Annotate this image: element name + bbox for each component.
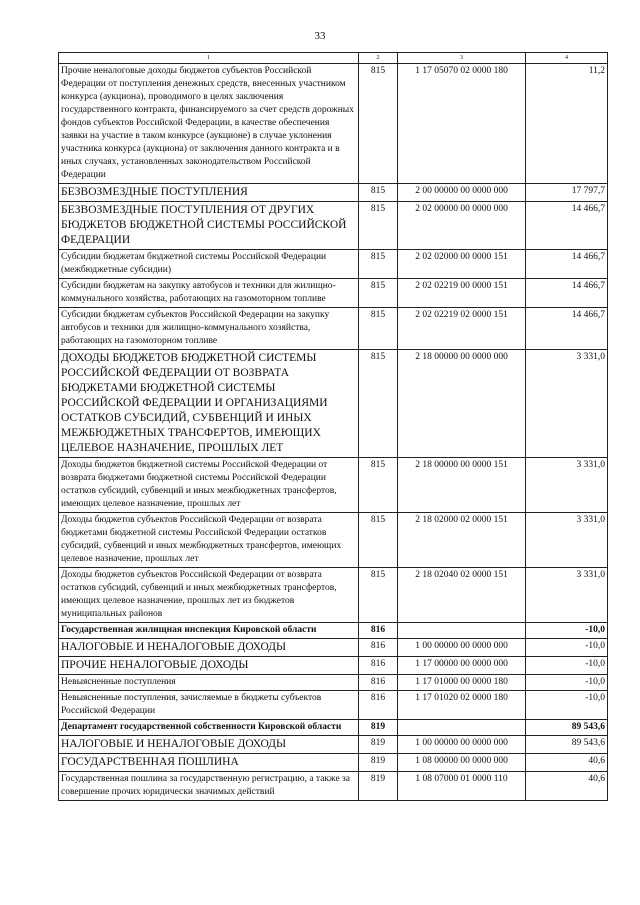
header-col-4: 4	[526, 53, 608, 64]
row-sum-cell: -10,0	[526, 657, 608, 675]
table-row	[59, 184, 608, 202]
header-col-3: 3	[398, 53, 526, 64]
table-row	[59, 657, 608, 675]
row-admin-code-cell: 816	[359, 623, 398, 639]
table-row	[59, 250, 608, 279]
row-sum-cell: 40,6	[526, 754, 608, 772]
header-col-2: 2	[359, 53, 398, 64]
row-budget-code-cell: 1 17 00000 00 0000 000	[398, 657, 526, 675]
row-budget-code-cell	[398, 720, 526, 736]
row-admin-code-cell: 819	[359, 772, 398, 801]
row-sum-cell: 3 331,0	[526, 350, 608, 458]
row-admin-code-cell: 815	[359, 64, 398, 184]
row-name-cell: Департамент государственной собственности Кировской области	[59, 720, 359, 736]
table-row	[59, 308, 608, 350]
table-row	[59, 279, 608, 308]
row-admin-code-cell: 816	[359, 691, 398, 720]
table-row	[59, 623, 608, 639]
row-name-cell: БЕЗВОЗМЕЗДНЫЕ ПОСТУПЛЕНИЯ ОТ ДРУГИХ БЮДЖЕТОВ БЮДЖЕТНОЙ СИСТЕМЫ РОССИЙСКОЙ ФЕДЕРАЦИИ	[59, 202, 359, 250]
row-sum-cell: 14 466,7	[526, 308, 608, 350]
row-budget-code-cell: 2 18 00000 00 0000 000	[398, 350, 526, 458]
row-name-cell: НАЛОГОВЫЕ И НЕНАЛОГОВЫЕ ДОХОДЫ	[59, 736, 359, 754]
row-budget-code-cell: 2 18 00000 00 0000 151	[398, 458, 526, 513]
row-budget-code-cell: 2 02 00000 00 0000 000	[398, 202, 526, 250]
row-name-cell: НАЛОГОВЫЕ И НЕНАЛОГОВЫЕ ДОХОДЫ	[59, 639, 359, 657]
row-admin-code-cell: 816	[359, 675, 398, 691]
row-budget-code-cell: 2 18 02040 02 0000 151	[398, 568, 526, 623]
table-row	[59, 675, 608, 691]
row-admin-code-cell: 815	[359, 250, 398, 279]
row-sum-cell: -10,0	[526, 639, 608, 657]
row-admin-code-cell: 815	[359, 184, 398, 202]
table-row	[59, 202, 608, 250]
table-row	[59, 736, 608, 754]
row-budget-code-cell: 2 02 02000 00 0000 151	[398, 250, 526, 279]
row-name-cell: Невыясненные поступления	[59, 675, 359, 691]
row-budget-code-cell: 1 00 00000 00 0000 000	[398, 736, 526, 754]
table-row	[59, 568, 608, 623]
row-name-cell: БЕЗВОЗМЕЗДНЫЕ ПОСТУПЛЕНИЯ	[59, 184, 359, 202]
row-budget-code-cell: 2 00 00000 00 0000 000	[398, 184, 526, 202]
table-row	[59, 513, 608, 568]
row-admin-code-cell: 815	[359, 568, 398, 623]
table-row	[59, 720, 608, 736]
row-admin-code-cell: 815	[359, 513, 398, 568]
row-sum-cell: 14 466,7	[526, 279, 608, 308]
row-admin-code-cell: 816	[359, 639, 398, 657]
table-row	[59, 350, 608, 458]
table-header-row	[59, 53, 608, 64]
row-budget-code-cell: 2 02 02219 02 0000 151	[398, 308, 526, 350]
row-sum-cell: -10,0	[526, 691, 608, 720]
row-sum-cell: 89 543,6	[526, 736, 608, 754]
row-name-cell: Прочие неналоговые доходы бюджетов субъектов Российской Федерации от поступления денежных средств, внесенных участником конкурса (аукциона), проводимого в целях заключения государственного контракта, финансируемого за счет средств дорожных фондов субъектов Российской Федерации, в качестве обеспечения заявки на участие в таком конкурсе (аукционе) в случае уклонения участника конкурса (аукциона) от заключения данного контракта и в иных случаях, установленных законодательством Российской Федерации	[59, 64, 359, 184]
table-row	[59, 639, 608, 657]
row-admin-code-cell: 816	[359, 657, 398, 675]
row-sum-cell: 17 797,7	[526, 184, 608, 202]
row-sum-cell: 11,2	[526, 64, 608, 184]
revenue-table	[58, 52, 608, 801]
row-budget-code-cell: 1 17 01000 00 0000 180	[398, 675, 526, 691]
row-name-cell: Субсидии бюджетам на закупку автобусов и техники для жилищно-коммунального хозяйства, работающих на газомоторном топливе	[59, 279, 359, 308]
row-admin-code-cell: 815	[359, 308, 398, 350]
revenue-table-body	[59, 53, 608, 801]
row-admin-code-cell: 815	[359, 350, 398, 458]
header-col-1: 1	[59, 53, 359, 64]
page-number: 33	[314, 30, 326, 42]
row-name-cell: ГОСУДАРСТВЕННАЯ ПОШЛИНА	[59, 754, 359, 772]
row-admin-code-cell: 819	[359, 736, 398, 754]
row-budget-code-cell: 1 17 05070 02 0000 180	[398, 64, 526, 184]
row-name-cell: Доходы бюджетов субъектов Российской Федерации от возврата бюджетами бюджетной системы Российской Федерации остатков субсидий, субвенций и иных межбюджетных трансфертов, имеющих целевое назначение, прошлых лет	[59, 513, 359, 568]
row-budget-code-cell: 2 02 02219 00 0000 151	[398, 279, 526, 308]
row-budget-code-cell: 2 18 02000 02 0000 151	[398, 513, 526, 568]
row-sum-cell: 3 331,0	[526, 568, 608, 623]
table-row	[59, 64, 608, 184]
row-sum-cell: 40,6	[526, 772, 608, 801]
row-admin-code-cell: 815	[359, 279, 398, 308]
row-name-cell: ПРОЧИЕ НЕНАЛОГОВЫЕ ДОХОДЫ	[59, 657, 359, 675]
row-sum-cell: 14 466,7	[526, 250, 608, 279]
row-sum-cell: -10,0	[526, 623, 608, 639]
row-name-cell: Доходы бюджетов бюджетной системы Российской Федерации от возврата бюджетами бюджетной системы Российской Федерации остатков субсидий, субвенций и иных межбюджетных трансфертов, имеющих целевое назначение, прошлых лет	[59, 458, 359, 513]
row-sum-cell: 3 331,0	[526, 513, 608, 568]
row-sum-cell: 14 466,7	[526, 202, 608, 250]
row-name-cell: ДОХОДЫ БЮДЖЕТОВ БЮДЖЕТНОЙ СИСТЕМЫ РОССИЙСКОЙ ФЕДЕРАЦИИ ОТ ВОЗВРАТА БЮДЖЕТАМИ БЮДЖЕТНОЙ СИСТЕМЫ РОССИЙСКОЙ ФЕДЕРАЦИИ И ОРГАНИЗАЦИЯМИ ОСТАТКОВ СУБСИДИЙ, СУБВЕНЦИЙ И ИНЫХ МЕЖБЮДЖЕТНЫХ ТРАНСФЕРТОВ, ИМЕЮЩИХ ЦЕЛЕВОЕ НАЗНАЧЕНИЕ, ПРОШЛЫХ ЛЕТ	[59, 350, 359, 458]
row-budget-code-cell: 1 17 01020 02 0000 180	[398, 691, 526, 720]
row-budget-code-cell: 1 08 00000 00 0000 000	[398, 754, 526, 772]
row-name-cell: Государственная жилищная инспекция Кировской области	[59, 623, 359, 639]
row-admin-code-cell: 815	[359, 458, 398, 513]
table-row	[59, 458, 608, 513]
row-admin-code-cell: 819	[359, 754, 398, 772]
row-budget-code-cell	[398, 623, 526, 639]
row-admin-code-cell: 819	[359, 720, 398, 736]
row-sum-cell: 89 543,6	[526, 720, 608, 736]
row-sum-cell: -10,0	[526, 675, 608, 691]
row-name-cell: Субсидии бюджетам субъектов Российской Федерации на закупку автобусов и техники для жилищно-коммунального хозяйства, работающих на газомоторном топливе	[59, 308, 359, 350]
row-sum-cell: 3 331,0	[526, 458, 608, 513]
table-row	[59, 772, 608, 801]
row-admin-code-cell: 815	[359, 202, 398, 250]
row-name-cell: Государственная пошлина за государственную регистрацию, а также за совершение прочих юридически значимых действий	[59, 772, 359, 801]
table-row	[59, 691, 608, 720]
row-name-cell: Субсидии бюджетам бюджетной системы Российской Федерации (межбюджетные субсидии)	[59, 250, 359, 279]
row-name-cell: Доходы бюджетов субъектов Российской Федерации от возврата остатков субсидий, субвенций и иных межбюджетных трансфертов, имеющих целевое назначение, прошлых лет из бюджетов муниципальных районов	[59, 568, 359, 623]
row-budget-code-cell: 1 08 07000 01 0000 110	[398, 772, 526, 801]
row-budget-code-cell: 1 00 00000 00 0000 000	[398, 639, 526, 657]
row-name-cell: Невыясненные поступления, зачисляемые в бюджеты субъектов Российской Федерации	[59, 691, 359, 720]
table-row	[59, 754, 608, 772]
